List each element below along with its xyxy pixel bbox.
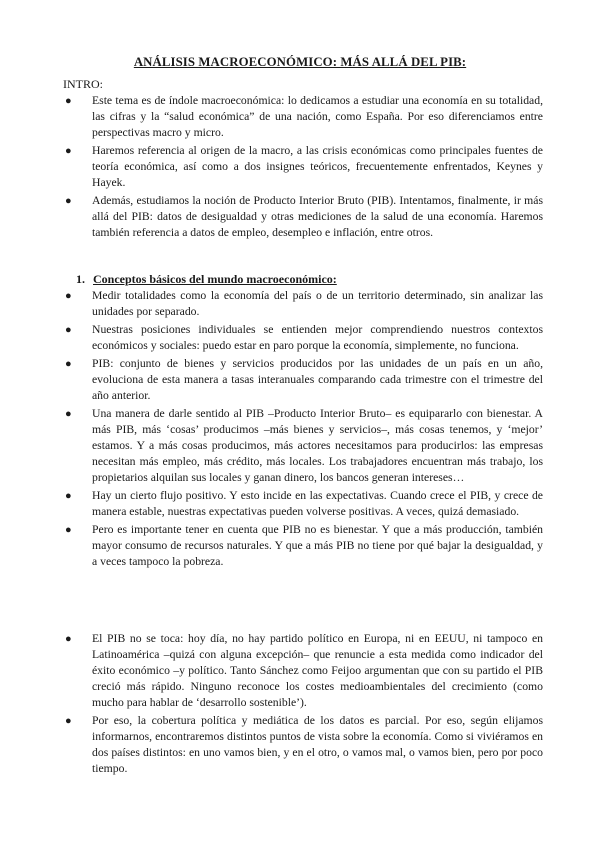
document-title: ANÁLISIS MACROECONÓMICO: MÁS ALLÁ DEL PIB: — [133, 55, 467, 69]
list-item — [0, 143, 600, 191]
intro-bullet-list — [0, 93, 600, 243]
list-item — [0, 356, 600, 404]
list-item-text: Este tema es de índole macroeconómica: lo dedicamos a estudiar una economía en su totalidad, las cifras y la “salud económica” de una nación, como España. Por eso diferenciamos entre perspectivas macro y micro. — [92, 94, 543, 139]
section-bullet-list — [0, 288, 600, 572]
bullet-icon: ● — [65, 324, 72, 336]
list-item-text: El PIB no se toca: hoy día, no hay partido político en Europa, ni en EEUU, ni tampoco en Latinoamérica –quizá con alguna excepción– que renuncie a esta medida como indicador del éxito económico –y político. Tanto Sánchez como Feijoo argumentan que con su partido el PIB creció más rápido. Ninguno reconoce los costes medioambientales del crecimiento (como mucho para hablar de ‘desarrollo sostenible’). — [92, 632, 543, 709]
section-heading — [76, 272, 337, 287]
list-item — [0, 322, 600, 354]
bullet-icon: ● — [65, 145, 72, 157]
list-item — [0, 522, 600, 570]
list-item-text: Medir totalidades como la economía del país o de un territorio determinado, sin analizar las unidades por separado. — [92, 289, 543, 318]
list-item-text: Además, estudiamos la noción de Producto Interior Bruto (PIB). Intentamos, finalmente, ir más allá del PIB: datos de desigualdad y otras mediciones de la salud de una economía. Haremos también referencia a datos de empleo, desempleo e inflación, entre otros. — [92, 194, 543, 239]
list-item — [0, 193, 600, 241]
list-item-text: Una manera de darle sentido al PIB –Producto Interior Bruto– es equipararlo con bienestar. A más PIB, más ‘cosas’ producimos –más bienes y servicios–, más cosas tenemos, y ‘mejor’ estamos. Y a más cosas producimos, más actores necesitamos para producirlos: las empresas necesitan más empleo, más crédito, más locales. Los trabajadores encuentran más trabajo, los propietarios alquilan sus locales y ganan dinero, los bancos generan intereses… — [92, 407, 543, 484]
section-bullet-list-continued — [0, 631, 600, 779]
list-item — [0, 288, 600, 320]
bullet-icon: ● — [65, 195, 72, 207]
list-item-text: Por eso, la cobertura política y mediática de los datos es parcial. Por eso, según elijamos informarnos, encontraremos distintos puntos de vista sobre la economía. Como si viviéramos en dos países distintos: en uno vamos bien, y en el otro, o vamos mal, o vamos bien, pero por poco tiempo. — [92, 714, 543, 775]
list-item — [0, 631, 600, 711]
bullet-icon: ● — [65, 524, 72, 536]
list-item-text: Hay un cierto flujo positivo. Y esto incide en las expectativas. Cuando crece el PIB, y crece de manera estable, nuestras expectativas pueden volverse positivas. A veces, quizá demasiado. — [92, 489, 543, 518]
bullet-icon: ● — [65, 95, 72, 107]
list-item-text: PIB: conjunto de bienes y servicios producidos por las unidades de un país en un año, evoluciona de esta manera a tasas interanuales comparando cada trimestre con el trimestre del año anterior. — [92, 357, 543, 402]
list-item — [0, 406, 600, 486]
section-title: Conceptos básicos del mundo macroeconómico: — [93, 272, 337, 286]
bullet-icon: ● — [65, 358, 72, 370]
list-item-text: Nuestras posiciones individuales se entienden mejor comprendiendo nuestros contextos económicos y sociales: puedo estar en paro porque la economía, simplemente, no funciona. — [92, 323, 543, 352]
bullet-icon: ● — [65, 408, 72, 420]
intro-label: INTRO: — [63, 77, 103, 91]
list-item-text: Pero es importante tener en cuenta que PIB no es bienestar. Y que a más producción, también mayor consumo de recursos naturales. Y que a más PIB no tiene por qué bajar la desigualdad, y a veces tampoco la pobreza. — [92, 523, 543, 568]
list-item — [0, 93, 600, 141]
section-number: 1. — [76, 272, 85, 286]
bullet-icon: ● — [65, 633, 72, 645]
bullet-icon: ● — [65, 490, 72, 502]
list-item — [0, 488, 600, 520]
list-item-text: Haremos referencia al origen de la macro, a las crisis económicas como principales fuentes de teoría económica, así como a dos insignes teóricos, frecuentemente enfrentados, Keynes y Hayek. — [92, 144, 543, 189]
bullet-icon: ● — [65, 715, 72, 727]
bullet-icon: ● — [65, 290, 72, 302]
list-item — [0, 713, 600, 777]
